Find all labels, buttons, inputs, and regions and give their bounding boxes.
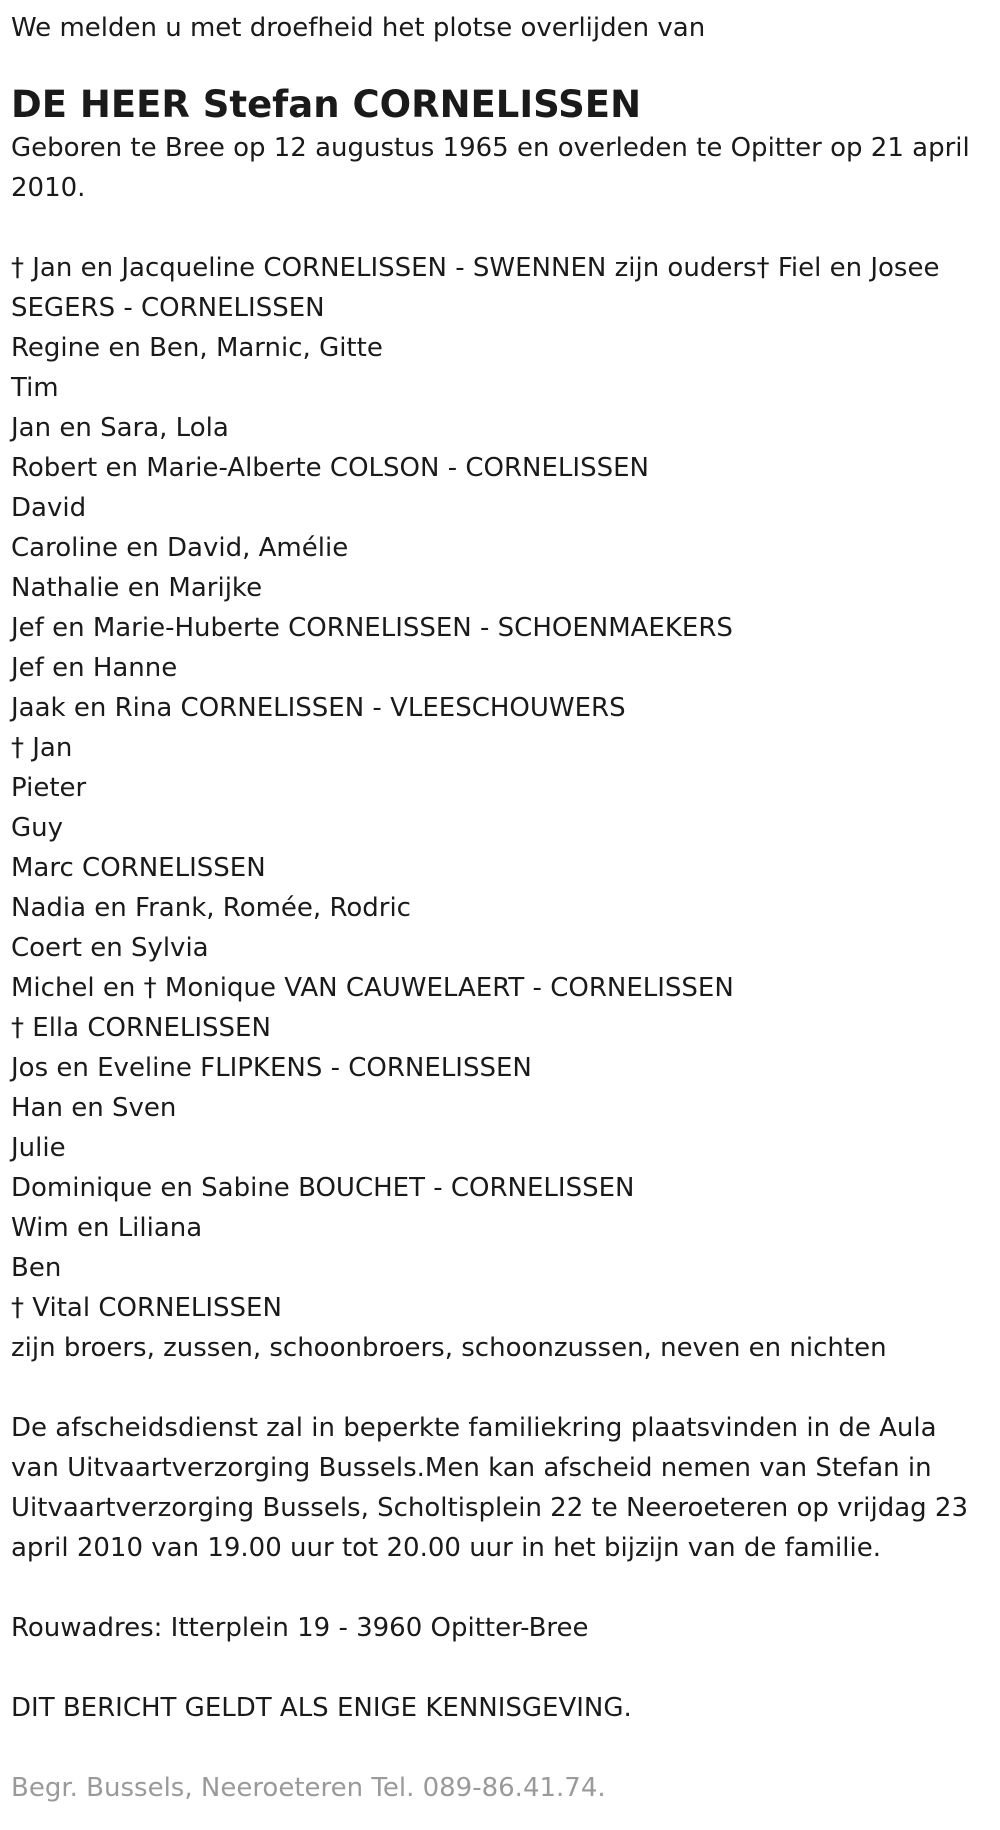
funeral-home-footer: Begr. Bussels, Neeroeteren Tel. 089-86.41.74. bbox=[11, 1773, 606, 1803]
family-line: † Ella CORNELISSEN bbox=[11, 1013, 271, 1043]
family-line: Nadia en Frank, Romée, Rodric bbox=[11, 893, 411, 923]
family-line: zijn broers, zussen, schoonbroers, schoonzussen, neven en nichten bbox=[11, 1333, 887, 1363]
family-line: Jef en Marie-Huberte CORNELISSEN - SCHOENMAEKERS bbox=[11, 613, 733, 643]
intro-text: We melden u met droefheid het plotse overlijden van bbox=[11, 13, 706, 43]
family-line: Coert en Sylvia bbox=[11, 933, 209, 963]
family-line: Marc CORNELISSEN bbox=[11, 853, 266, 883]
family-line: Nathalie en Marijke bbox=[11, 573, 263, 603]
family-line: Han en Sven bbox=[11, 1093, 177, 1123]
deceased-name: DE HEER Stefan CORNELISSEN bbox=[11, 83, 642, 126]
ceremony-text: De afscheidsdienst zal in beperkte familiekring plaatsvinden in de Aula van Uitvaartverzorging Bussels.Men kan afscheid nemen van Stefan in Uitvaartverzorging Bussels, Scholtisplein 22 te Neeroeteren op vrijdag 23 april 2010 van 19.00 uur tot 20.00 uur in het bijzijn van de familie. bbox=[11, 1413, 977, 1563]
family-line: Caroline en David, Amélie bbox=[11, 533, 349, 563]
family-line: Wim en Liliana bbox=[11, 1213, 203, 1243]
family-line: Regine en Ben, Marnic, Gitte bbox=[11, 333, 383, 363]
announcement-text: DIT BERICHT GELDT ALS ENIGE KENNISGEVING. bbox=[11, 1693, 632, 1723]
family-line: Jef en Hanne bbox=[11, 653, 178, 683]
family-line: Ben bbox=[11, 1253, 62, 1283]
family-line: Tim bbox=[11, 373, 59, 403]
family-line: † Jan bbox=[11, 733, 73, 763]
family-line: David bbox=[11, 493, 87, 523]
family-list bbox=[11, 248, 989, 1368]
family-line: Michel en † Monique VAN CAUWELAERT - CORNELISSEN bbox=[11, 973, 734, 1003]
family-line: † Jan en Jacqueline CORNELISSEN - SWENNEN zijn ouders† Fiel en Josee SEGERS - CORNELISSEN bbox=[11, 253, 940, 323]
family-line: Pieter bbox=[11, 773, 87, 803]
address-text: Rouwadres: Itterplein 19 - 3960 Opitter-Bree bbox=[11, 1613, 589, 1643]
family-line: Jan en Sara, Lola bbox=[11, 413, 229, 443]
family-line: Dominique en Sabine BOUCHET - CORNELISSEN bbox=[11, 1173, 635, 1203]
family-line: Jaak en Rina CORNELISSEN - VLEESCHOUWERS bbox=[11, 693, 626, 723]
birth-death-text: Geboren te Bree op 12 augustus 1965 en overleden te Opitter op 21 april 2010. bbox=[11, 133, 978, 203]
family-line: Robert en Marie-Alberte COLSON - CORNELISSEN bbox=[11, 453, 649, 483]
family-line: Guy bbox=[11, 813, 64, 843]
family-line: Julie bbox=[11, 1133, 66, 1163]
family-line: Jos en Eveline FLIPKENS - CORNELISSEN bbox=[11, 1053, 532, 1083]
family-line: † Vital CORNELISSEN bbox=[11, 1293, 282, 1323]
